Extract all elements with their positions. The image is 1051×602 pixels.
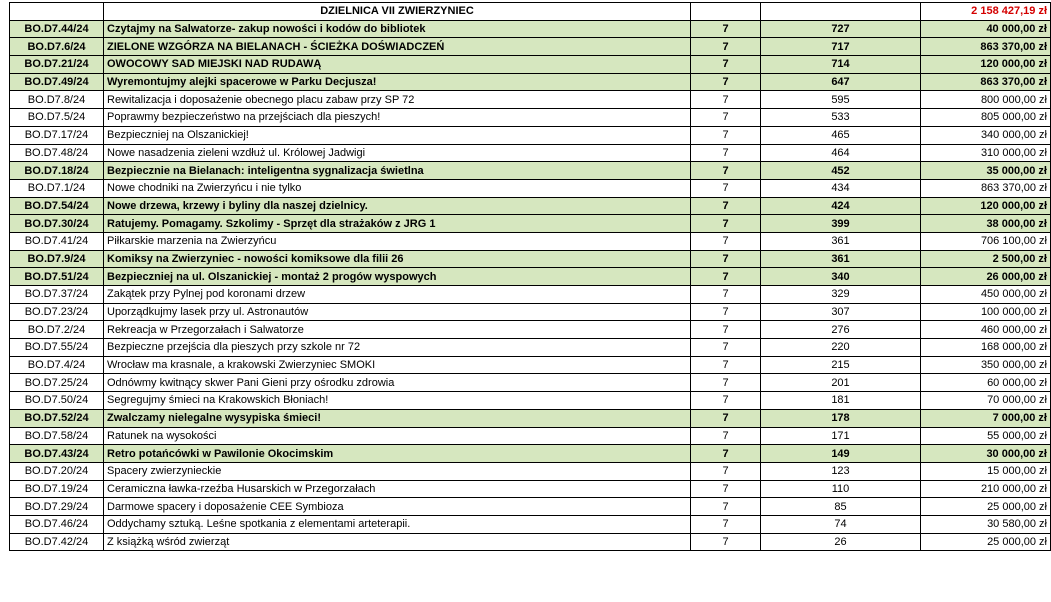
project-title-cell: Wrocław ma krasnale, a krakowski Zwierzyniec SMOKI: [104, 356, 691, 374]
table-row: [10, 356, 1051, 374]
table-row: [10, 445, 1051, 463]
votes-cell: 717: [761, 38, 921, 56]
district-number-cell: 7: [691, 162, 761, 180]
table-row: [10, 480, 1051, 498]
project-id-cell: BO.D7.41/24: [10, 232, 104, 250]
project-title-cell: Darmowe spacery i doposażenie CEE Symbioza: [104, 498, 691, 516]
votes-cell: 424: [761, 197, 921, 215]
table-row: [10, 268, 1051, 286]
project-title-cell: Poprawmy bezpieczeństwo na przejściach dla pieszych!: [104, 109, 691, 127]
district-number-cell: 7: [691, 109, 761, 127]
project-id-cell: BO.D7.20/24: [10, 462, 104, 480]
votes-cell: 595: [761, 91, 921, 109]
project-title-cell: Nowe chodniki na Zwierzyńcu i nie tylko: [104, 179, 691, 197]
amount-cell: 863 370,00 zł: [921, 179, 1051, 197]
project-title-cell: Ratunek na wysokości: [104, 427, 691, 445]
table-row: [10, 250, 1051, 268]
amount-cell: 168 000,00 zł: [921, 339, 1051, 357]
district-number-cell: 7: [691, 197, 761, 215]
budget-table-body: [10, 3, 1051, 551]
table-row: [10, 38, 1051, 56]
project-title-cell: Segregujmy śmieci na Krakowskich Błoniach!: [104, 392, 691, 410]
table-row: [10, 427, 1051, 445]
district-number-cell: 7: [691, 321, 761, 339]
amount-cell: 15 000,00 zł: [921, 462, 1051, 480]
district-number-cell: 7: [691, 392, 761, 410]
district-number-cell: 7: [691, 268, 761, 286]
amount-cell: 863 370,00 zł: [921, 73, 1051, 91]
votes-cell: 307: [761, 303, 921, 321]
project-id-cell: BO.D7.58/24: [10, 427, 104, 445]
amount-cell: 30 580,00 zł: [921, 515, 1051, 533]
project-id-cell: BO.D7.2/24: [10, 321, 104, 339]
project-title-cell: Wyremontujmy alejki spacerowe w Parku Decjusza!: [104, 73, 691, 91]
table-row: [10, 144, 1051, 162]
votes-cell: 434: [761, 179, 921, 197]
amount-cell: 55 000,00 zł: [921, 427, 1051, 445]
amount-cell: 25 000,00 zł: [921, 498, 1051, 516]
project-title-cell: Odnówmy kwitnący skwer Pani Gieni przy ośrodku zdrowia: [104, 374, 691, 392]
project-title-cell: Bezpiecznie na Bielanach: inteligentna sygnalizacja świetlna: [104, 162, 691, 180]
project-title-cell: Bezpieczniej na ul. Olszanickiej - montaż 2 progów wyspowych: [104, 268, 691, 286]
header-empty-cell: [10, 3, 104, 21]
project-id-cell: BO.D7.9/24: [10, 250, 104, 268]
project-title-cell: Rekreacja w Przegorzałach i Salwatorze: [104, 321, 691, 339]
amount-cell: 70 000,00 zł: [921, 392, 1051, 410]
project-id-cell: BO.D7.5/24: [10, 109, 104, 127]
project-id-cell: BO.D7.46/24: [10, 515, 104, 533]
table-row: [10, 303, 1051, 321]
amount-cell: 30 000,00 zł: [921, 445, 1051, 463]
table-row: [10, 109, 1051, 127]
votes-cell: 85: [761, 498, 921, 516]
votes-cell: 465: [761, 126, 921, 144]
project-id-cell: BO.D7.6/24: [10, 38, 104, 56]
votes-cell: 220: [761, 339, 921, 357]
table-row: [10, 374, 1051, 392]
table-row: [10, 197, 1051, 215]
votes-cell: 181: [761, 392, 921, 410]
project-title-cell: Bezpieczniej na Olszanickiej!: [104, 126, 691, 144]
project-title-cell: Ceramiczna ławka-rzeźba Husarskich w Przegorzałach: [104, 480, 691, 498]
district-number-cell: 7: [691, 232, 761, 250]
district-number-cell: 7: [691, 427, 761, 445]
table-row: [10, 409, 1051, 427]
district-number-cell: 7: [691, 144, 761, 162]
district-number-cell: 7: [691, 515, 761, 533]
district-number-cell: 7: [691, 339, 761, 357]
project-id-cell: BO.D7.18/24: [10, 162, 104, 180]
district-number-cell: 7: [691, 533, 761, 551]
district-number-cell: 7: [691, 250, 761, 268]
project-id-cell: BO.D7.30/24: [10, 215, 104, 233]
table-row: [10, 533, 1051, 551]
table-row: [10, 20, 1051, 38]
district-number-cell: 7: [691, 462, 761, 480]
votes-cell: 329: [761, 286, 921, 304]
table-row: [10, 339, 1051, 357]
votes-cell: 171: [761, 427, 921, 445]
amount-cell: 863 370,00 zł: [921, 38, 1051, 56]
votes-cell: 74: [761, 515, 921, 533]
district-number-cell: 7: [691, 38, 761, 56]
district-number-cell: 7: [691, 303, 761, 321]
table-row: [10, 392, 1051, 410]
project-title-cell: Komiksy na Zwierzyniec - nowości komiksowe dla filii 26: [104, 250, 691, 268]
project-title-cell: Piłkarskie marzenia na Zwierzyńcu: [104, 232, 691, 250]
project-id-cell: BO.D7.43/24: [10, 445, 104, 463]
budget-table: [9, 2, 1051, 551]
table-row: [10, 56, 1051, 74]
project-title-cell: Zakątek przy Pylnej pod koronami drzew: [104, 286, 691, 304]
project-title-cell: Uporządkujmy lasek przy ul. Astronautów: [104, 303, 691, 321]
table-row: [10, 498, 1051, 516]
amount-cell: 120 000,00 zł: [921, 197, 1051, 215]
district-number-cell: 7: [691, 91, 761, 109]
header-empty-cell: [761, 3, 921, 21]
project-id-cell: BO.D7.55/24: [10, 339, 104, 357]
project-id-cell: BO.D7.4/24: [10, 356, 104, 374]
amount-cell: 450 000,00 zł: [921, 286, 1051, 304]
district-number-cell: 7: [691, 20, 761, 38]
district-number-cell: 7: [691, 179, 761, 197]
table-row: [10, 515, 1051, 533]
project-title-cell: Czytajmy na Salwatorze- zakup nowości i kodów do bibliotek: [104, 20, 691, 38]
district-total-amount: 2 158 427,19 zł: [921, 3, 1051, 21]
votes-cell: 340: [761, 268, 921, 286]
table-row: [10, 179, 1051, 197]
project-id-cell: BO.D7.37/24: [10, 286, 104, 304]
project-title-cell: Bezpieczne przejścia dla pieszych przy szkole nr 72: [104, 339, 691, 357]
table-row: [10, 162, 1051, 180]
amount-cell: 460 000,00 zł: [921, 321, 1051, 339]
votes-cell: 201: [761, 374, 921, 392]
votes-cell: 361: [761, 232, 921, 250]
project-title-cell: Retro potańcówki w Pawilonie Okocimskim: [104, 445, 691, 463]
votes-cell: 26: [761, 533, 921, 551]
amount-cell: 40 000,00 zł: [921, 20, 1051, 38]
amount-cell: 7 000,00 zł: [921, 409, 1051, 427]
project-title-cell: OWOCOWY SAD MIEJSKI NAD RUDAWĄ: [104, 56, 691, 74]
project-id-cell: BO.D7.19/24: [10, 480, 104, 498]
table-row: [10, 126, 1051, 144]
amount-cell: 38 000,00 zł: [921, 215, 1051, 233]
votes-cell: 452: [761, 162, 921, 180]
votes-cell: 276: [761, 321, 921, 339]
project-title-cell: Rewitalizacja i doposażenie obecnego placu zabaw przy SP 72: [104, 91, 691, 109]
amount-cell: 350 000,00 zł: [921, 356, 1051, 374]
project-id-cell: BO.D7.54/24: [10, 197, 104, 215]
project-id-cell: BO.D7.1/24: [10, 179, 104, 197]
amount-cell: 60 000,00 zł: [921, 374, 1051, 392]
votes-cell: 647: [761, 73, 921, 91]
votes-cell: 123: [761, 462, 921, 480]
amount-cell: 210 000,00 zł: [921, 480, 1051, 498]
amount-cell: 26 000,00 zł: [921, 268, 1051, 286]
project-id-cell: BO.D7.48/24: [10, 144, 104, 162]
project-title-cell: ZIELONE WZGÓRZA NA BIELANACH - ŚCIEŻKA DOŚWIADCZEŃ: [104, 38, 691, 56]
district-number-cell: 7: [691, 409, 761, 427]
amount-cell: 25 000,00 zł: [921, 533, 1051, 551]
amount-cell: 706 100,00 zł: [921, 232, 1051, 250]
project-id-cell: BO.D7.51/24: [10, 268, 104, 286]
amount-cell: 340 000,00 zł: [921, 126, 1051, 144]
project-id-cell: BO.D7.29/24: [10, 498, 104, 516]
amount-cell: 800 000,00 zł: [921, 91, 1051, 109]
votes-cell: 399: [761, 215, 921, 233]
project-title-cell: Zwalczamy nielegalne wysypiska śmieci!: [104, 409, 691, 427]
votes-cell: 727: [761, 20, 921, 38]
amount-cell: 35 000,00 zł: [921, 162, 1051, 180]
amount-cell: 2 500,00 zł: [921, 250, 1051, 268]
table-row: [10, 462, 1051, 480]
table-row: [10, 91, 1051, 109]
district-number-cell: 7: [691, 215, 761, 233]
table-row: [10, 321, 1051, 339]
project-id-cell: BO.D7.17/24: [10, 126, 104, 144]
table-row: [10, 286, 1051, 304]
table-row: [10, 232, 1051, 250]
project-title-cell: Z książką wśród zwierząt: [104, 533, 691, 551]
district-number-cell: 7: [691, 73, 761, 91]
district-number-cell: 7: [691, 356, 761, 374]
project-title-cell: Nowe drzewa, krzewy i byliny dla naszej dzielnicy.: [104, 197, 691, 215]
amount-cell: 805 000,00 zł: [921, 109, 1051, 127]
district-header-row: [10, 3, 1051, 21]
amount-cell: 100 000,00 zł: [921, 303, 1051, 321]
project-id-cell: BO.D7.21/24: [10, 56, 104, 74]
amount-cell: 120 000,00 zł: [921, 56, 1051, 74]
votes-cell: 533: [761, 109, 921, 127]
project-id-cell: BO.D7.42/24: [10, 533, 104, 551]
project-title-cell: Oddychamy sztuką. Leśne spotkania z elementami arteterapii.: [104, 515, 691, 533]
votes-cell: 178: [761, 409, 921, 427]
district-number-cell: 7: [691, 480, 761, 498]
table-row: [10, 215, 1051, 233]
project-title-cell: Nowe nasadzenia zieleni wzdłuż ul. Królowej Jadwigi: [104, 144, 691, 162]
votes-cell: 215: [761, 356, 921, 374]
district-number-cell: 7: [691, 286, 761, 304]
district-number-cell: 7: [691, 374, 761, 392]
votes-cell: 110: [761, 480, 921, 498]
project-id-cell: BO.D7.52/24: [10, 409, 104, 427]
amount-cell: 310 000,00 zł: [921, 144, 1051, 162]
votes-cell: 714: [761, 56, 921, 74]
votes-cell: 361: [761, 250, 921, 268]
project-title-cell: Ratujemy. Pomagamy. Szkolimy - Sprzęt dla strażaków z JRG 1: [104, 215, 691, 233]
district-number-cell: 7: [691, 126, 761, 144]
district-number-cell: 7: [691, 56, 761, 74]
votes-cell: 464: [761, 144, 921, 162]
table-row: [10, 73, 1051, 91]
project-id-cell: BO.D7.50/24: [10, 392, 104, 410]
votes-cell: 149: [761, 445, 921, 463]
district-title: DZIELNICA VII ZWIERZYNIEC: [104, 3, 691, 21]
header-empty-cell: [691, 3, 761, 21]
project-id-cell: BO.D7.8/24: [10, 91, 104, 109]
district-number-cell: 7: [691, 498, 761, 516]
project-id-cell: BO.D7.25/24: [10, 374, 104, 392]
project-id-cell: BO.D7.44/24: [10, 20, 104, 38]
district-number-cell: 7: [691, 445, 761, 463]
project-id-cell: BO.D7.49/24: [10, 73, 104, 91]
project-title-cell: Spacery zwierzynieckie: [104, 462, 691, 480]
project-id-cell: BO.D7.23/24: [10, 303, 104, 321]
